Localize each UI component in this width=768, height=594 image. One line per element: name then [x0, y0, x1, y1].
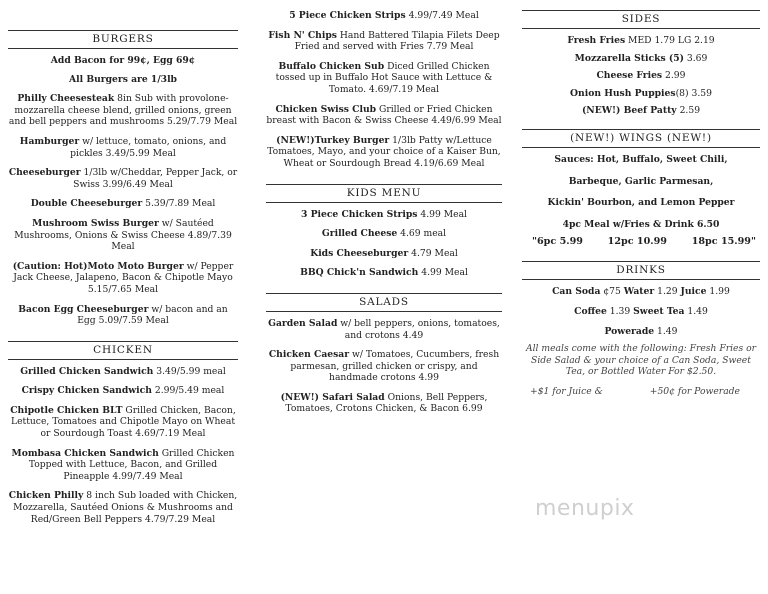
wings-meal-line: 4pc Meal w/Fries & Drink 6.50	[562, 218, 720, 230]
powerade-addon: +50¢ for Powerade	[649, 385, 740, 397]
burgers-heading: BURGERS	[8, 30, 238, 49]
wings-sauces-line: Sauces: Hot, Buffalo, Sweet Chili,	[554, 153, 728, 165]
menu-item: Buffalo Chicken Sub Diced Grilled Chicken tossed up in Buffalo Hot Sauce with Lettuce & Tomato. 4.69/7.19 Meal	[275, 60, 493, 95]
burger-size-note: All Burgers are 1/3lb	[69, 73, 177, 85]
menu-item: Chicken Caesar w/ Tomatoes, Cucumbers, fresh parmesan, grilled chicken or crispy, and handmade crotons 4.99	[268, 349, 500, 384]
menu-item: Chicken Philly 8 inch Sub loaded with Chicken, Mozzarella, Sautéed Onions & Mushrooms and Red/Green Bell Peppers 4.79/7.29 Meal	[8, 490, 238, 525]
menu-item: Mozzarella Sticks (5) 3.69	[574, 52, 708, 64]
wings-price: "6pc 5.99	[532, 236, 583, 248]
menu-item: Chicken Swiss Club Grilled or Fried Chicken breast with Bacon & Swiss Cheese 4.49/6.99 Meal	[266, 103, 502, 127]
sides-heading: SIDES	[522, 10, 760, 29]
wings-sauces-line: Kickin' Bourbon, and Lemon Pepper	[547, 197, 735, 209]
menu-item: Hamburger w/ lettuce, tomato, onions, and pickles 3.49/5.99 Meal	[19, 135, 227, 159]
menu-item: (NEW!) Beef Patty 2.59	[581, 105, 701, 117]
column-left	[8, 0, 238, 533]
column-right	[522, 0, 760, 397]
column-middle	[266, 0, 502, 423]
meal-addons	[522, 386, 760, 397]
menu-item: Crispy Chicken Sandwich 2.99/5.49 meal	[21, 385, 225, 397]
drinks-line: Coffee 1.39 Sweet Tea 1.49	[574, 305, 708, 317]
menu-item: Cheeseburger 1/3lb w/Cheddar, Pepper Jack, or Swiss 3.99/6.49 Meal	[8, 167, 238, 190]
menu-item: Onion Hush Puppies(8) 3.59	[570, 87, 712, 99]
menu-item: BBQ Chick'n Sandwich 4.99 Meal	[300, 267, 468, 279]
menu-item: Fresh Fries MED 1.79 LG 2.19	[567, 35, 715, 46]
menu-item: Garden Salad w/ bell peppers, onions, tomatoes, and crotons 4.49	[268, 317, 500, 341]
menu-item: (Caution: Hot)Moto Moto Burger w/ Pepper Jack Cheese, Jalapeno, Bacon & Chipotle Mayo 5.15/7.65 Meal	[12, 260, 234, 295]
meal-note: All meals come with the following: Fresh Fries or Side Salad & your choice of a Can Soda, Sweet Tea, or Bottled Water For $2.50.	[525, 343, 757, 378]
drinks-line: Can Soda ¢75 Water 1.29 Juice 1.99	[552, 286, 730, 298]
menu-item: 3 Piece Chicken Strips 4.99 Meal	[300, 208, 467, 220]
add-bacon-note: Add Bacon for 99¢, Egg 69¢	[50, 55, 196, 66]
menu-item: Philly Cheesesteak 8in Sub with provolone-mozzarella cheese blend, grilled onions, green and bell peppers and mushrooms 5.29/7.79 Meal	[8, 93, 238, 128]
salads-heading: SALADS	[266, 293, 502, 312]
wings-price: 12pc 10.99	[607, 236, 667, 248]
menu-item: (NEW!) Safari Salad Onions, Bell Peppers, Tomatoes, Crotons Chicken, & Bacon 6.99	[280, 391, 488, 415]
menu-item: Double Cheeseburger 5.39/7.89 Meal	[30, 198, 216, 210]
wings-prices	[522, 236, 760, 247]
menu-item: Bacon Egg Cheeseburger w/ bacon and an Egg 5.09/7.59 Meal	[18, 303, 228, 327]
menu-item: Grilled Cheese 4.69 meal	[321, 228, 447, 240]
wings-heading: (NEW!) WINGS (NEW!)	[522, 129, 760, 148]
menu-item: Fish N' Chips Hand Battered Tilapia Filets Deep Fried and served with Fries 7.79 Meal	[268, 29, 500, 53]
menu-item: Cheese Fries 2.99	[596, 70, 686, 82]
chicken-heading: CHICKEN	[8, 341, 238, 360]
drinks-line: Powerade 1.49	[604, 325, 678, 337]
kids-menu-heading: KIDS MENU	[266, 184, 502, 203]
menu-item: Chipotle Chicken BLT Grilled Chicken, Bacon, Lettuce, Tomatoes and Chipotle Mayo on Wheat or Sourdough Toast 4.69/7.19 Meal	[10, 404, 236, 440]
juice-addon: +$1 for Juice &	[530, 385, 603, 397]
menu-item: Kids Cheeseburger 4.79 Meal	[310, 247, 458, 259]
wings-price: 18pc 15.99"	[691, 236, 756, 248]
menu-item: Mushroom Swiss Burger w/ Sautéed Mushrooms, Onions & Swiss Cheese 4.89/7.39 Meal	[14, 217, 232, 253]
wings-sauces-line: Barbeque, Garlic Parmesan,	[568, 175, 714, 187]
drinks-heading: DRINKS	[522, 261, 760, 280]
menu-item: Grilled Chicken Sandwich 3.49/5.99 meal	[20, 365, 226, 377]
menu-item: 5 Piece Chicken Strips 4.99/7.49 Meal	[289, 10, 479, 21]
menu-item: Mombasa Chicken Sandwich Grilled Chicken Topped with Lettuce, Bacon, and Grilled Pineapple 4.99/7.49 Meal	[11, 447, 235, 482]
watermark-logo: menupix	[535, 496, 635, 521]
menu-item: (NEW!)Turkey Burger 1/3lb Patty w/Lettuce Tomatoes, Mayo, and your choice of a Kaiser Bun, Wheat or Sourdough Bread 4.19/6.69 Meal	[267, 134, 501, 169]
